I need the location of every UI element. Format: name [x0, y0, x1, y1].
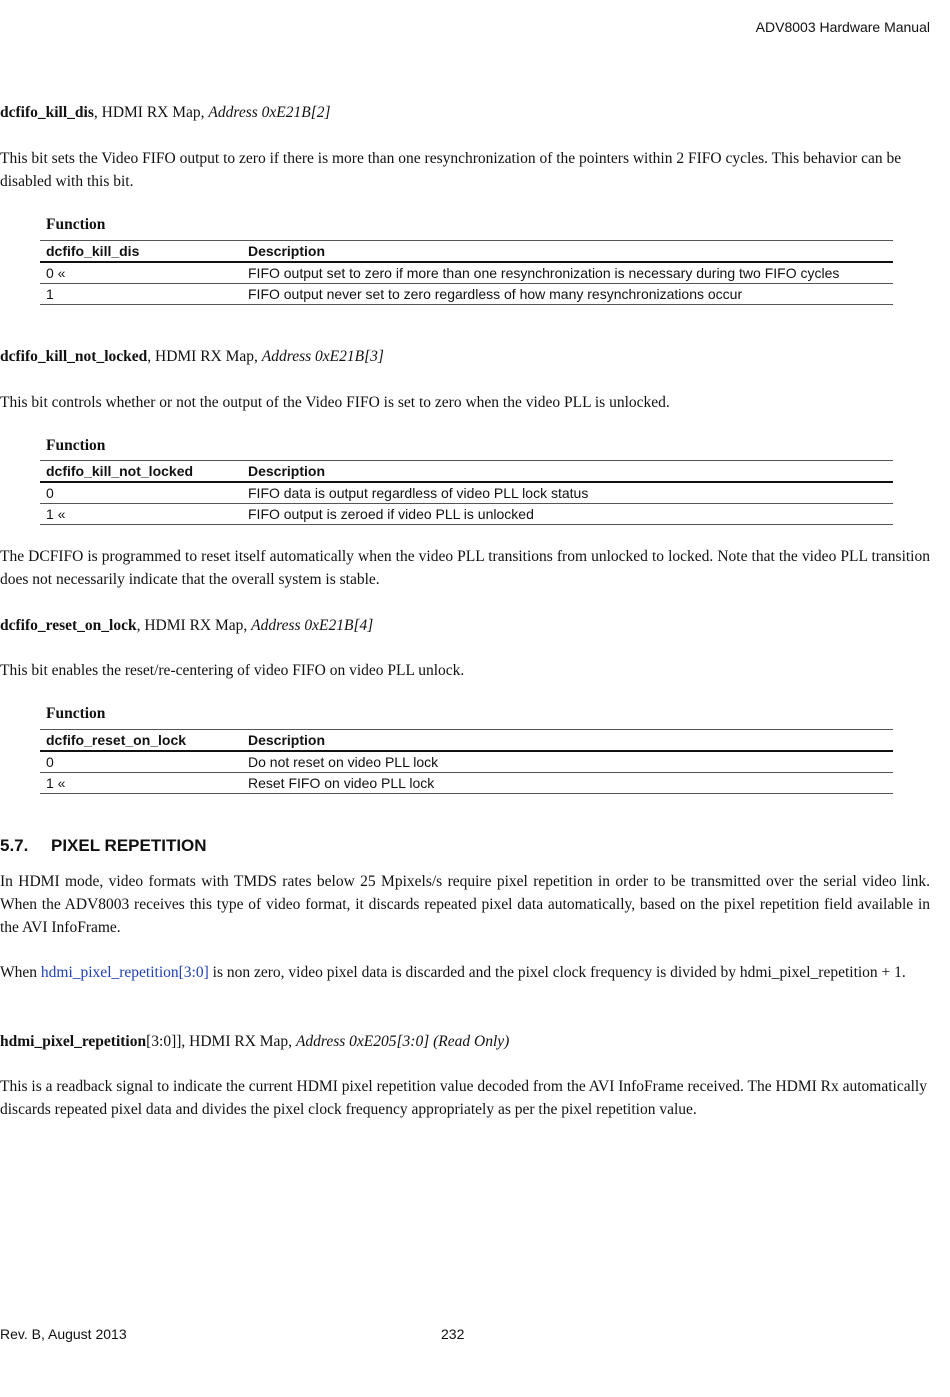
reg-map: , HDMI RX Map, [147, 348, 262, 365]
reg-heading-dcfifo-kill-not-locked [0, 345, 930, 368]
reg-address: Address 0xE21B[3] [261, 348, 384, 365]
section-number: 5.7. [0, 836, 29, 855]
column-header: Description [242, 730, 893, 752]
table-row [40, 773, 893, 794]
reg-address: Address 0xE205[3:0] (Read Only) [295, 1033, 510, 1050]
table-cell-description: FIFO output is zeroed if video PLL is unlocked [242, 504, 893, 525]
dcfifo-paragraph: The DCFIFO is programmed to reset itself automatically when the video PLL transitions from unlocked to locked. Note that the video PLL transition does not necessarily indicate that the overall system is stable. [0, 548, 930, 588]
table-cell-value: 0 [40, 751, 242, 773]
reg-description: This bit controls whether or not the output of the Video FIFO is set to zero when the video PLL is unlocked. [0, 394, 670, 411]
reg-description: This bit enables the reset/re-centering of video FIFO on video PLL unlock. [0, 662, 465, 679]
reg-address: Address 0xE21B[2] [208, 104, 331, 121]
function-table-dcfifo-kill-dis [40, 240, 893, 305]
column-header: dcfifo_reset_on_lock [40, 730, 242, 752]
table-cell-value: 1 « [40, 773, 242, 794]
table-title: Function [46, 216, 106, 233]
table-cell-description: FIFO output never set to zero regardless of how many resynchronizations occur [242, 284, 893, 305]
reg-name: hdmi_pixel_repetition [0, 1033, 147, 1050]
column-header: Description [242, 241, 893, 263]
reg-heading-dcfifo-kill-dis [0, 101, 930, 124]
reg-heading-hdmi-pixel-repetition [0, 1030, 930, 1053]
table-cell-value: 0 [40, 482, 242, 504]
table-header-row [40, 461, 893, 483]
para-text: is non zero, video pixel data is discarded and the pixel clock frequency is divided by hdmi_pixel_repetition + 1. [208, 964, 906, 981]
table-cell-description: FIFO output set to zero if more than one resynchronization is necessary during two FIFO cycles [242, 262, 893, 284]
function-table-dcfifo-reset-on-lock [40, 729, 893, 794]
reg-address: Address 0xE21B[4] [251, 617, 374, 634]
reg-description: This bit sets the Video FIFO output to zero if there is more than one resynchronization of the pointers within 2 FIFO cycles. This behavior can be disabled with this bit. [0, 150, 902, 190]
table-title: Function [46, 437, 106, 454]
table-header-row [40, 241, 893, 263]
table-title: Function [46, 705, 106, 722]
table-row [40, 504, 893, 525]
reg-description: This is a readback signal to indicate the current HDMI pixel repetition value decoded from the AVI InfoFrame received. The HDMI Rx automatically discards repeated pixel data and divides the pixel clock frequency appropriately as per the pixel repetition value. [0, 1078, 927, 1118]
table-cell-description: Reset FIFO on video PLL lock [242, 773, 893, 794]
reg-heading-dcfifo-reset-on-lock [0, 614, 930, 637]
column-header: Description [242, 461, 893, 483]
reg-name: dcfifo_reset_on_lock [0, 617, 137, 634]
table-row [40, 482, 893, 504]
column-header: dcfifo_kill_not_locked [40, 461, 242, 483]
reg-name: dcfifo_kill_dis [0, 104, 94, 121]
reg-map: , HDMI RX Map, [136, 617, 252, 634]
function-table-dcfifo-kill-not-locked [40, 460, 893, 525]
table-cell-value: 0 « [40, 262, 242, 284]
table-row [40, 751, 893, 773]
table-cell-value: 1 « [40, 504, 242, 525]
table-row [40, 262, 893, 284]
section-paragraph-2 [0, 961, 930, 984]
table-cell-description: FIFO data is output regardless of video PLL lock status [242, 482, 893, 504]
section-paragraph: In HDMI mode, video formats with TMDS rates below 25 Mpixels/s require pixel repetition in order to be transmitted over the serial video link. When the ADV8003 receives this type of video format, it discards repeated pixel data automatically, based on the pixel repetition field available in the AVI InfoFrame. [0, 873, 930, 936]
column-header: dcfifo_kill_dis [40, 241, 242, 263]
para-text: When [0, 964, 41, 981]
page-header: ADV8003 Hardware Manual [755, 19, 930, 35]
table-row [40, 284, 893, 305]
hdmi-pixel-repetition-link[interactable]: hdmi_pixel_repetition[3:0] [40, 964, 209, 981]
section-title: PIXEL REPETITION [51, 836, 207, 855]
reg-bits: [3:0] [146, 1033, 177, 1050]
table-cell-value: 1 [40, 284, 242, 305]
reg-map: , HDMI RX Map, [93, 104, 209, 121]
table-cell-description: Do not reset on video PLL lock [242, 751, 893, 773]
reg-name: dcfifo_kill_not_locked [0, 348, 148, 365]
section-heading [0, 836, 207, 856]
reg-map: ], HDMI RX Map, [176, 1033, 296, 1050]
page-number: 232 [441, 1326, 465, 1342]
table-header-row [40, 730, 893, 752]
footer-revision: Rev. B, August 2013 [0, 1326, 127, 1342]
